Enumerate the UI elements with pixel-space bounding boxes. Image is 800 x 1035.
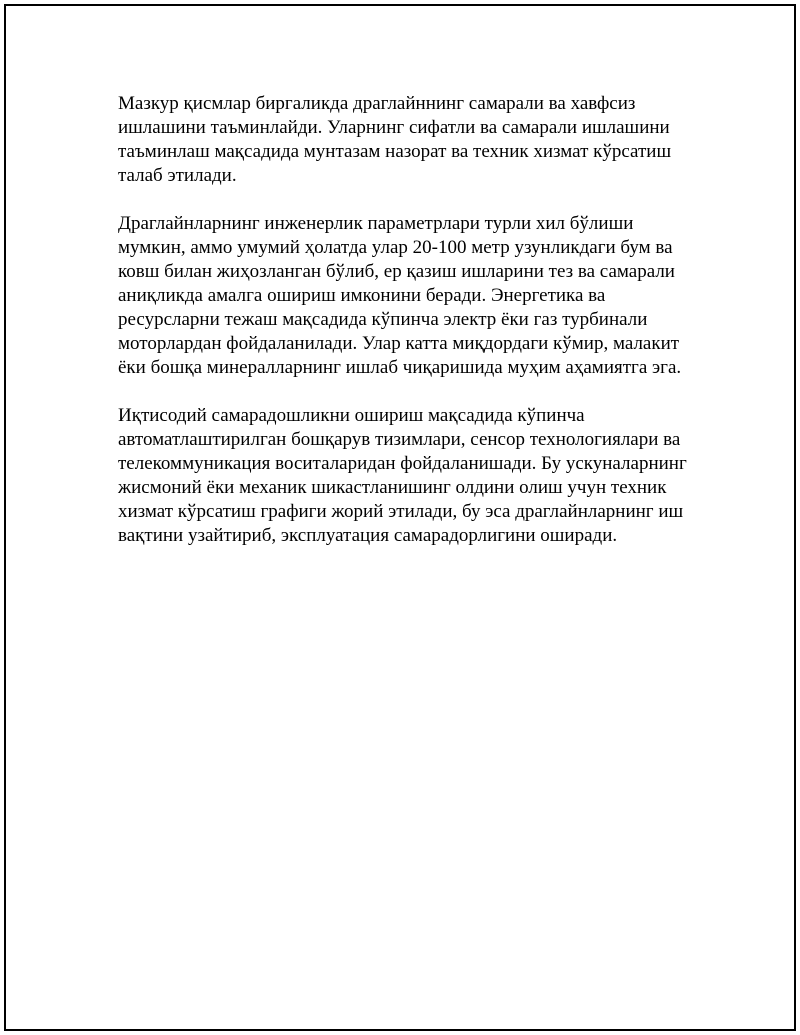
paragraph-line: вақтини узайтириб, эксплуатация самарадорлигини оширади. — [118, 525, 618, 546]
paragraph-2 — [118, 212, 698, 380]
paragraph-line: Драглайнларнинг инженерлик параметрлари турли хил бўлиши — [118, 213, 634, 234]
paragraph-line: мумкин, аммо умумий ҳолатда улар 20-100 метр узунликдаги бум ва — [118, 237, 673, 258]
paragraph-line: ковш билан жиҳозланган бўлиб, ер қазиш ишларини тез ва самарали — [118, 261, 675, 282]
paragraph-line: Иқтисодий самарадошликни ошириш мақсадида кўпинча — [118, 405, 585, 426]
paragraph-line: моторлардан фойдаланилади. Улар катта миқдордаги кўмир, малакит — [118, 333, 680, 354]
paragraph-line: талаб этилади. — [118, 165, 237, 186]
paragraph-line: Мазкур қисмлар биргаликда драглайннинг самарали ва хавфсиз — [118, 93, 636, 114]
paragraph-line: хизмат кўрсатиш графиги жорий этилади, бу эса драглайнларнинг иш — [118, 501, 684, 522]
paragraph-line: автоматлаштирилган бошқарув тизимлари, сенсор технологиялари ва — [118, 429, 681, 450]
paragraph-3 — [118, 404, 698, 548]
paragraph-1 — [118, 92, 698, 188]
document-body — [118, 92, 698, 572]
paragraph-line: ёки бошқа минералларнинг ишлаб чиқаришида муҳим аҳамиятга эга. — [118, 357, 682, 378]
paragraph-line: жисмоний ёки механик шикастланишинг олдини олиш учун техник — [118, 477, 667, 498]
paragraph-line: ишлашини таъминлайди. Уларнинг сифатли ва самарали ишлашини — [118, 117, 670, 138]
paragraph-line: таъминлаш мақсадида мунтазам назорат ва техник хизмат кўрсатиш — [118, 141, 672, 162]
paragraph-line: аниқликда амалга ошириш имконини беради. Энергетика ва — [118, 285, 606, 306]
paragraph-line: ресурсларни тежаш мақсадида кўпинча электр ёки газ турбинали — [118, 309, 648, 330]
paragraph-line: телекоммуникация воситаларидан фойдаланишади. Бу ускуналарнинг — [118, 453, 687, 474]
